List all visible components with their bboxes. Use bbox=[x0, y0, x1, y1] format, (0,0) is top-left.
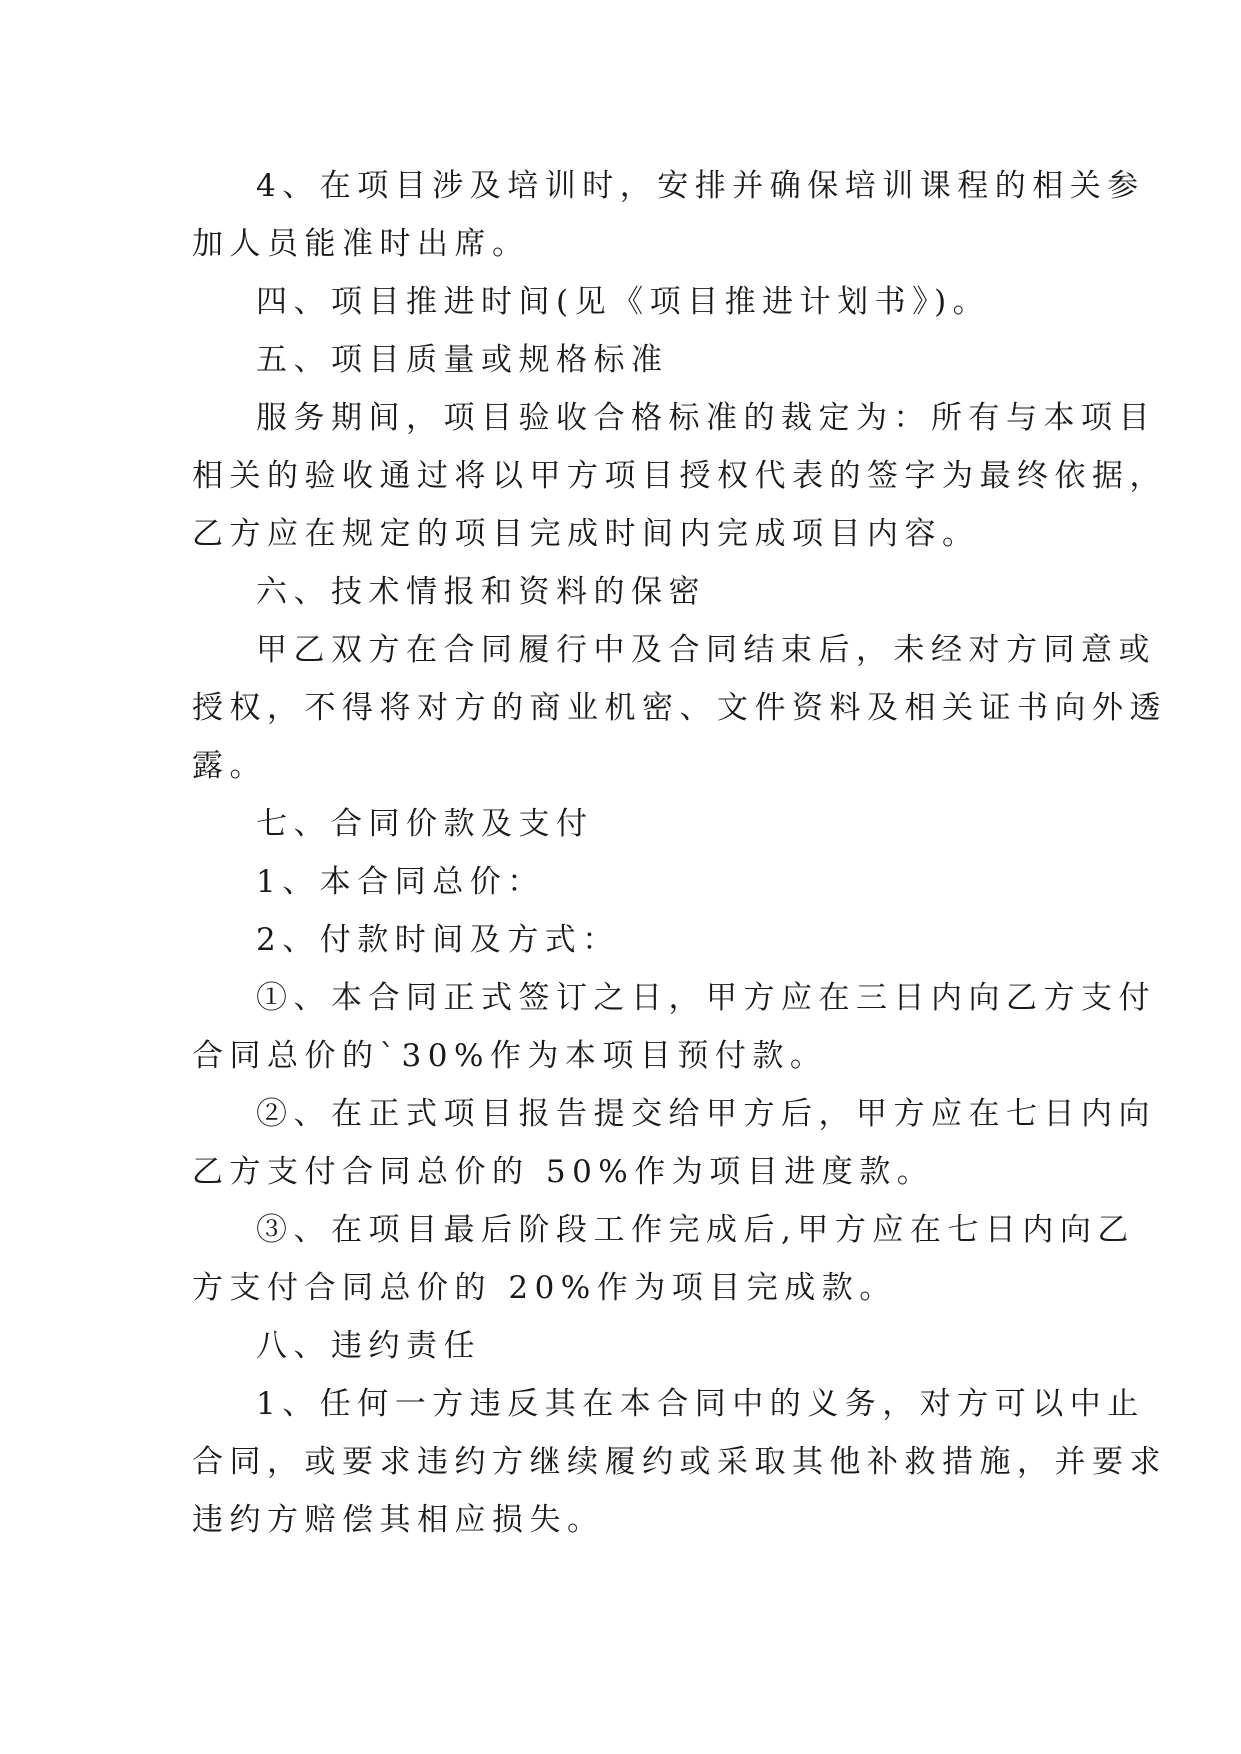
text-line: 合同，或要求违约方继续履约或采取其他补救措施，并要求 bbox=[192, 1444, 1167, 1480]
text-line: ③、在项目最后阶段工作完成后,甲方应在七日内向乙 bbox=[256, 1212, 1135, 1248]
section-heading: 五、项目质量或规格标准 bbox=[256, 342, 669, 378]
text-line: 4、在项目涉及培训时，安排并确保培训课程的相关参 bbox=[256, 168, 1145, 204]
text-line: 乙方支付合同总价的 50%作为项目进度款。 bbox=[192, 1154, 935, 1190]
text-line: 1、本合同总价： bbox=[256, 864, 545, 900]
section-heading: 四、项目推进时间(见《项目推进计划书》)。 bbox=[256, 284, 991, 320]
section-heading: 六、技术情报和资料的保密 bbox=[256, 574, 706, 610]
text-line: 2、付款时间及方式： bbox=[256, 922, 620, 958]
text-line: 乙方应在规定的项目完成时间内完成项目内容。 bbox=[192, 516, 980, 552]
text-line: ②、在正式项目报告提交给甲方后，甲方应在七日内向 bbox=[256, 1096, 1156, 1132]
text-line: 甲乙双方在合同履行中及合同结束后，未经对方同意或 bbox=[256, 632, 1156, 668]
text-line: 授权，不得将对方的商业机密、文件资料及相关证书向外透 bbox=[192, 690, 1167, 726]
section-heading: 八、违约责任 bbox=[256, 1328, 481, 1364]
text-line: 违约方赔偿其相应损失。 bbox=[192, 1502, 605, 1538]
text-line: 服务期间，项目验收合格标准的裁定为：所有与本项目 bbox=[256, 400, 1156, 436]
text-line: 1、任何一方违反其在本合同中的义务，对方可以中止 bbox=[256, 1386, 1145, 1422]
text-line: ①、本合同正式签订之日，甲方应在三日内向乙方支付 bbox=[256, 980, 1156, 1016]
text-line: 方支付合同总价的 20%作为项目完成款。 bbox=[192, 1270, 897, 1306]
text-line: 露。 bbox=[192, 748, 267, 784]
text-line: 加人员能准时出席。 bbox=[192, 226, 530, 262]
text-line: 合同总价的`30%作为本项目预付款。 bbox=[192, 1038, 828, 1074]
text-line: 相关的验收通过将以甲方项目授权代表的签字为最终依据， bbox=[192, 458, 1167, 494]
section-heading: 七、合同价款及支付 bbox=[256, 806, 594, 842]
